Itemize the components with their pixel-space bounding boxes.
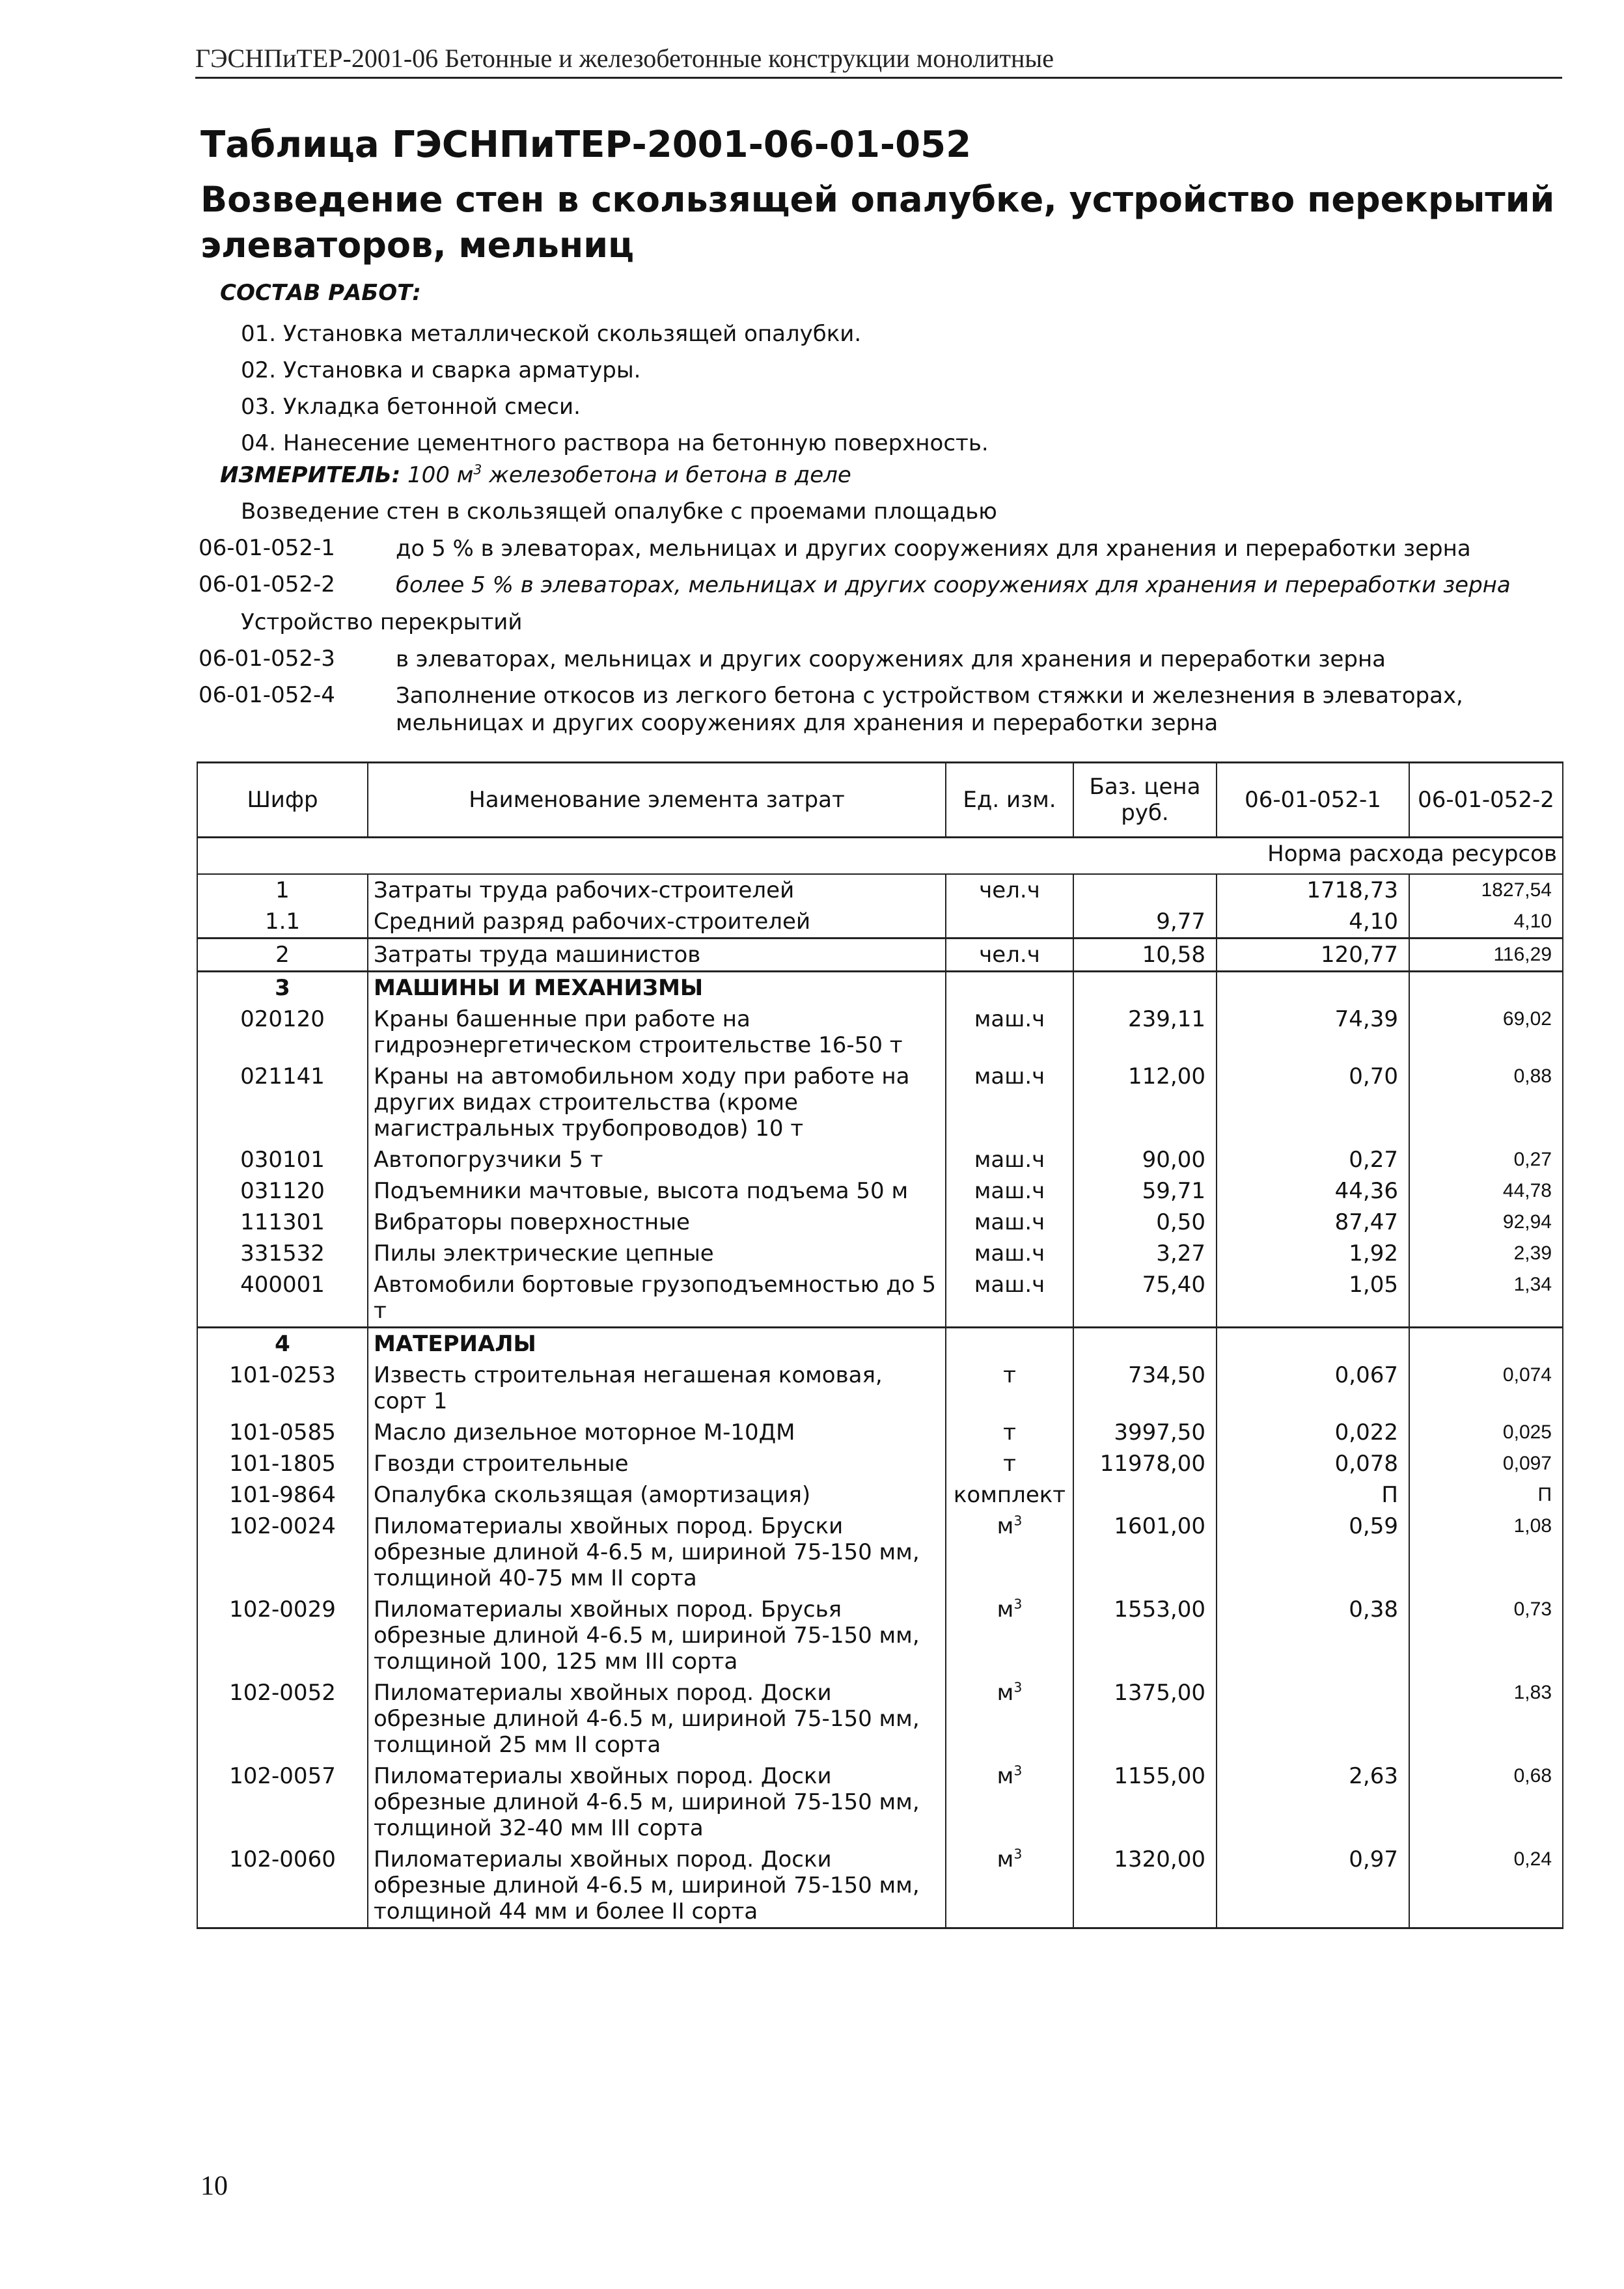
cell-v1: 0,59: [1217, 1511, 1409, 1594]
cell-v2: 116,29: [1409, 939, 1563, 972]
cell-code: 102-0024: [197, 1511, 368, 1594]
cell-v1: 0,97: [1217, 1844, 1409, 1928]
table-row: [197, 1144, 1563, 1175]
cell-price: 1601,00: [1073, 1511, 1217, 1594]
table-row: [197, 1594, 1563, 1677]
cell-price: [1073, 972, 1217, 1004]
table-row: [197, 1479, 1563, 1511]
col-header-unit: Ед. изм.: [946, 763, 1073, 838]
floors-intro: Устройство перекрытий: [241, 609, 523, 635]
cell-name: Пиломатериалы хвойных пород. Доски обрезные длиной 4-6.5 м, шириной 75-150 мм, толщиной 25 мм II сорта: [368, 1677, 946, 1761]
page-number: 10: [200, 2171, 228, 2201]
cell-unit: $м^3$: [946, 1761, 1073, 1844]
cell-v2: 0,68: [1409, 1761, 1563, 1844]
cell-v2: 4,10: [1409, 906, 1563, 939]
cell-v2: 1,83: [1409, 1677, 1563, 1761]
cell-v2: 0,074: [1409, 1360, 1563, 1417]
cell-code: 1.1: [197, 906, 368, 939]
cell-v1: 74,39: [1217, 1004, 1409, 1061]
cell-name: Автомобили бортовые грузоподъемностью до 5 т: [368, 1269, 946, 1328]
cell-v1: 0,078: [1217, 1448, 1409, 1479]
cell-v1: 1,92: [1217, 1238, 1409, 1269]
cell-code: 2: [197, 939, 368, 972]
work-list: [241, 316, 989, 461]
cell-price: 112,00: [1073, 1061, 1217, 1144]
category-row: [197, 972, 1563, 1004]
category-row: [197, 1328, 1563, 1360]
cell-price: 90,00: [1073, 1144, 1217, 1175]
table-row: [197, 1417, 1563, 1448]
cell-v1: 2,63: [1217, 1761, 1409, 1844]
cell-v2: 92,94: [1409, 1207, 1563, 1238]
cell-v2: [1409, 972, 1563, 1004]
cell-code: 4: [197, 1328, 368, 1360]
cell-v2: [1409, 1328, 1563, 1360]
cell-unit: т: [946, 1417, 1073, 1448]
col-header-code: Шифр: [197, 763, 368, 838]
col-header-price: Баз. цена руб.: [1073, 763, 1217, 838]
cell-code: 020120: [197, 1004, 368, 1061]
header-rule: [195, 77, 1562, 79]
cell-name: Опалубка скользящая (амортизация): [368, 1479, 946, 1511]
variant-code: 06-01-052-1: [199, 535, 335, 561]
cell-unit: т: [946, 1448, 1073, 1479]
cell-unit: чел.ч: [946, 874, 1073, 906]
cell-price: 1320,00: [1073, 1844, 1217, 1928]
cell-code: 101-9864: [197, 1479, 368, 1511]
work-item: 01. Установка металлической скользящей опалубки.: [241, 321, 862, 347]
cell-code: 111301: [197, 1207, 368, 1238]
cell-code: 030101: [197, 1144, 368, 1175]
cell-unit: [946, 972, 1073, 1004]
cell-price: 1375,00: [1073, 1677, 1217, 1761]
cell-name: Вибраторы поверхностные: [368, 1207, 946, 1238]
cell-price: 734,50: [1073, 1360, 1217, 1417]
variant-code: 06-01-052-2: [199, 571, 335, 597]
cell-v2: 1,08: [1409, 1511, 1563, 1594]
table-row: [197, 1238, 1563, 1269]
variant-code: 06-01-052-3: [199, 646, 335, 672]
table-row: [197, 1448, 1563, 1479]
cell-name: Средний разряд рабочих-строителей: [368, 906, 946, 939]
table-row: [197, 906, 1563, 939]
table-row: [197, 1061, 1563, 1144]
work-item: 02. Установка и сварка арматуры.: [241, 357, 641, 383]
cell-v2: 0,025: [1409, 1417, 1563, 1448]
cell-v1: [1217, 972, 1409, 1004]
variant-desc: Заполнение откосов из легкого бетона с устройством стяжки и железнения в элеваторах, мельницах и других сооружениях для хранения и переработки зерна: [396, 683, 1463, 736]
variant-code: 06-01-052-4: [199, 682, 335, 708]
cell-unit: $м^3$: [946, 1844, 1073, 1928]
cell-code: 102-0057: [197, 1761, 368, 1844]
cell-name: Масло дизельное моторное М-10ДМ: [368, 1417, 946, 1448]
cell-unit: [946, 906, 1073, 939]
norm-row: [197, 838, 1563, 875]
works-label: СОСТАВ РАБОТ:: [220, 280, 421, 306]
section-title: Возведение стен в скользящей опалубке, устройство перекрытий элеваторов, мельниц: [200, 179, 1555, 266]
cell-v1: [1217, 1677, 1409, 1761]
cell-v1: 120,77: [1217, 939, 1409, 972]
cell-v2: 2,39: [1409, 1238, 1563, 1269]
meter-line: [220, 462, 851, 488]
cell-price: [1073, 1479, 1217, 1511]
table-row: [197, 874, 1563, 906]
table-row: [197, 1844, 1563, 1928]
cell-v1: 0,70: [1217, 1061, 1409, 1144]
cell-v1: 4,10: [1217, 906, 1409, 939]
cell-name: Гвозди строительные: [368, 1448, 946, 1479]
cell-v1: 1718,73: [1217, 874, 1409, 906]
table-row: [197, 1677, 1563, 1761]
cell-v1: П: [1217, 1479, 1409, 1511]
cell-v2: 0,24: [1409, 1844, 1563, 1928]
cell-price: 3997,50: [1073, 1417, 1217, 1448]
cell-price: [1073, 1328, 1217, 1360]
cell-v2: 0,097: [1409, 1448, 1563, 1479]
cell-price: 1553,00: [1073, 1594, 1217, 1677]
cell-unit: $м^3$: [946, 1511, 1073, 1594]
meter-value: 100 $м^3$ железобетона и бетона в деле: [407, 461, 851, 488]
cell-v1: 0,067: [1217, 1360, 1409, 1417]
meter-label: ИЗМЕРИТЕЛЬ:: [220, 462, 401, 488]
table-row: [197, 1207, 1563, 1238]
cell-v2: П: [1409, 1479, 1563, 1511]
cell-name: Пиломатериалы хвойных пород. Брусья обрезные длиной 4-6.5 м, шириной 75-150 мм, толщиной 100, 125 мм III сорта: [368, 1594, 946, 1677]
cell-v1: 87,47: [1217, 1207, 1409, 1238]
work-item: 04. Нанесение цементного раствора на бетонную поверхность.: [241, 430, 989, 456]
table-header-row: [197, 763, 1563, 838]
cell-unit: маш.ч: [946, 1004, 1073, 1061]
cell-code: 102-0060: [197, 1844, 368, 1928]
cell-code: 101-0585: [197, 1417, 368, 1448]
cell-unit: чел.ч: [946, 939, 1073, 972]
resource-table: [197, 761, 1563, 1929]
cell-name: Затраты труда рабочих-строителей: [368, 874, 946, 906]
cell-code: 031120: [197, 1175, 368, 1207]
col-header-name: Наименование элемента затрат: [368, 763, 946, 838]
cell-v1: 0,022: [1217, 1417, 1409, 1448]
cell-price: [1073, 874, 1217, 906]
col-header-v2: 06-01-052-2: [1409, 763, 1563, 838]
cell-v2: 69,02: [1409, 1004, 1563, 1061]
table-row: [197, 939, 1563, 972]
cell-name: Пиломатериалы хвойных пород. Доски обрезные длиной 4-6.5 м, шириной 75-150 мм, толщиной 32-40 мм III сорта: [368, 1761, 946, 1844]
cell-name: Известь строительная негашеная комовая, сорт 1: [368, 1360, 946, 1417]
category-name: МАШИНЫ И МЕХАНИЗМЫ: [368, 972, 946, 1004]
cell-name: Подъемники мачтовые, высота подъема 50 м: [368, 1175, 946, 1207]
cell-v1: 1,05: [1217, 1269, 1409, 1328]
cell-code: 3: [197, 972, 368, 1004]
cell-v2: 44,78: [1409, 1175, 1563, 1207]
cell-v1: [1217, 1328, 1409, 1360]
cell-v2: 0,88: [1409, 1061, 1563, 1144]
cell-price: 11978,00: [1073, 1448, 1217, 1479]
cell-price: 0,50: [1073, 1207, 1217, 1238]
walls-intro: Возведение стен в скользящей опалубке с проемами площадью: [241, 499, 997, 525]
cell-code: 021141: [197, 1061, 368, 1144]
cell-v2: 0,73: [1409, 1594, 1563, 1677]
cell-unit: т: [946, 1360, 1073, 1417]
table-row: [197, 1360, 1563, 1417]
col-header-v1: 06-01-052-1: [1217, 763, 1409, 838]
table-row: [197, 1175, 1563, 1207]
cell-v2: 1,34: [1409, 1269, 1563, 1328]
cell-unit: маш.ч: [946, 1207, 1073, 1238]
cell-code: 101-1805: [197, 1448, 368, 1479]
variant-desc: более 5 % в элеваторах, мельницах и других сооружениях для хранения и переработки зерна: [396, 572, 1511, 598]
cell-price: 9,77: [1073, 906, 1217, 939]
category-name: МАТЕРИАЛЫ: [368, 1328, 946, 1360]
variant-desc: до 5 % в элеваторах, мельницах и других сооружениях для хранения и переработки зерна: [396, 536, 1471, 562]
cell-name: Затраты труда машинистов: [368, 939, 946, 972]
table-row: [197, 1511, 1563, 1594]
cell-price: 59,71: [1073, 1175, 1217, 1207]
cell-code: 102-0052: [197, 1677, 368, 1761]
cell-v1: 0,27: [1217, 1144, 1409, 1175]
variant-desc: в элеваторах, мельницах и других сооружениях для хранения и переработки зерна: [396, 646, 1386, 672]
cell-unit: [946, 1328, 1073, 1360]
cell-price: 3,27: [1073, 1238, 1217, 1269]
cell-unit: маш.ч: [946, 1175, 1073, 1207]
table-row: [197, 1269, 1563, 1328]
cell-name: Пилы электрические цепные: [368, 1238, 946, 1269]
cell-price: 1155,00: [1073, 1761, 1217, 1844]
work-item: 03. Укладка бетонной смеси.: [241, 394, 581, 420]
cell-price: 75,40: [1073, 1269, 1217, 1328]
cell-name: Краны на автомобильном ходу при работе на других видах строительства (кроме магистральных трубопроводов) 10 т: [368, 1061, 946, 1144]
cell-code: 400001: [197, 1269, 368, 1328]
cell-unit: $м^3$: [946, 1677, 1073, 1761]
cell-unit: маш.ч: [946, 1061, 1073, 1144]
cell-name: Пиломатериалы хвойных пород. Бруски обрезные длиной 4-6.5 м, шириной 75-150 мм, толщиной 40-75 мм II сорта: [368, 1511, 946, 1594]
cell-code: 101-0253: [197, 1360, 368, 1417]
cell-name: Пиломатериалы хвойных пород. Доски обрезные длиной 4-6.5 м, шириной 75-150 мм, толщиной 44 мм и более II сорта: [368, 1844, 946, 1928]
cell-unit: маш.ч: [946, 1238, 1073, 1269]
table-row: [197, 1004, 1563, 1061]
cell-name: Автопогрузчики 5 т: [368, 1144, 946, 1175]
cell-v1: 0,38: [1217, 1594, 1409, 1677]
cell-code: 102-0029: [197, 1594, 368, 1677]
cell-price: 239,11: [1073, 1004, 1217, 1061]
cell-code: 1: [197, 874, 368, 906]
cell-code: 331532: [197, 1238, 368, 1269]
cell-price: 10,58: [1073, 939, 1217, 972]
cell-unit: маш.ч: [946, 1269, 1073, 1328]
cell-unit: $м^3$: [946, 1594, 1073, 1677]
running-header: ГЭСНПиТЕР-2001-06 Бетонные и железобетонные конструкции монолитные: [195, 44, 1054, 73]
table-row: [197, 1761, 1563, 1844]
cell-v2: 1827,54: [1409, 874, 1563, 906]
cell-unit: маш.ч: [946, 1144, 1073, 1175]
cell-v1: 44,36: [1217, 1175, 1409, 1207]
cell-v2: 0,27: [1409, 1144, 1563, 1175]
table-title: Таблица ГЭСНПиТЕР-2001-06-01-052: [200, 124, 972, 166]
cell-unit: комплект: [946, 1479, 1073, 1511]
norm-label: Норма расхода ресурсов: [197, 838, 1563, 875]
cell-name: Краны башенные при работе на гидроэнергетическом строительстве 16-50 т: [368, 1004, 946, 1061]
